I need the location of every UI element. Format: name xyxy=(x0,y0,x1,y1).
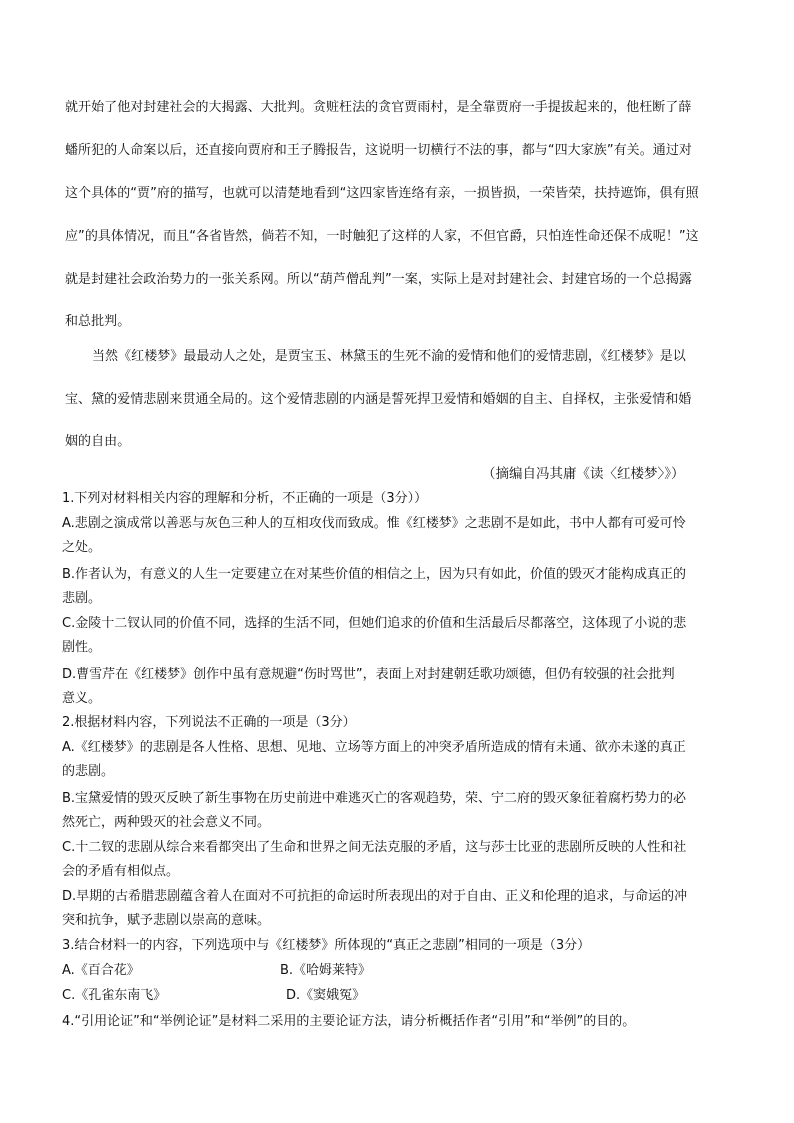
option-d: D.曹雪芹在《红楼梦》创作中虽有意规避“伤时骂世”，表面上对封建朝廷歌功颂德，但仍有较强的社会批判 xyxy=(62,667,675,682)
option-a: A.《百合花》 xyxy=(62,963,140,978)
option-b: B.作者认为，有意义的人生一定要建立在对某些价值的相信之上，因为只有如此，价值的毁灭才能构成真正的 xyxy=(62,567,687,582)
option-d: D.早期的古希腊悲剧蕴含着人在面对不可抗拒的命运时所表现出的对于自由、正义和伦理的追求，与命运的冲 xyxy=(62,889,688,904)
option-c: C.《孔雀东南飞》 xyxy=(62,988,167,1003)
question-stem: 3.结合材料一的内容，下列选项中与《红楼梦》所体现的“真正之悲剧”相同的一项是（3分） xyxy=(62,938,591,953)
passage-line: 蟠所犯的人命案以后，还直接向贾府和王子腾报告，这说明一切横行不法的事，都与“四大家族”有关。通过对 xyxy=(65,143,692,158)
option-b: B.宝黛爱情的毁灭反映了新生事物在历史前进中难逃灭亡的客观趋势，荣、宁二府的毁灭象征着腐朽势力的必 xyxy=(62,791,687,806)
option-c-cont: 剧性。 xyxy=(62,640,102,655)
option-c: C.金陵十二钗认同的价值不同，选择的生活不同，但她们追求的价值和生活最后尽都落空，这体现了小说的悲 xyxy=(62,616,687,631)
passage-source: （摘编自冯其庸《读〈红楼梦〉》） xyxy=(482,466,685,482)
passage-line: 就开始了他对封建社会的大揭露、大批判。贪赃枉法的贪官贾雨村，是全靠贾府一手提拔起来的，他枉断了薛 xyxy=(65,100,692,115)
question-stem: 4.“引用论证”和“举例论证”是材料二采用的主要论证方法，请分析概括作者“引用”和“举例”的目的。 xyxy=(62,1014,636,1029)
passage-line: 宝、黛的爱情悲剧来贯通全局的。这个爱情悲剧的内涵是誓死捍卫爱情和婚姻的自主、自择权，主张爱情和婚 xyxy=(65,392,692,407)
passage-line: 应”的具体情况，而且“各省皆然，倘若不知，一时触犯了这样的人家，不但官爵，只怕连性命还保不成呢！”这 xyxy=(65,229,699,244)
passage-line: 就是封建社会政治势力的一张关系网。所以“葫芦僧乱判”一案，实际上是对封建社会、封建官场的一个总揭露 xyxy=(65,272,692,287)
passage-line: 姻的自由。 xyxy=(65,434,131,449)
option-b-cont: 然死亡，两种毁灭的社会意义不同。 xyxy=(62,815,271,830)
option-a-cont: 之处。 xyxy=(62,540,102,555)
option-a-cont: 的悲剧。 xyxy=(62,764,115,779)
option-d-cont: 意义。 xyxy=(62,691,102,706)
question-stem: 1.下列对材料相关内容的理解和分析，不正确的一项是（3分）） xyxy=(62,491,428,506)
option-b-cont: 悲剧。 xyxy=(62,591,102,606)
passage-line: 这个具体的“贾”府的描写，也就可以清楚地看到“这四家皆连络有亲，一损皆损，一荣皆荣，扶持遮饰，俱有照 xyxy=(65,186,699,201)
option-c: C.十二钗的悲剧从综合来看都突出了生命和世界之间无法克服的矛盾，这与莎士比亚的悲剧所反映的人性和社 xyxy=(62,840,687,855)
option-d: D.《窦娥冤》 xyxy=(286,988,366,1003)
option-b: B.《哈姆莱特》 xyxy=(280,963,372,978)
option-a: A.悲剧之演成常以善恶与灰色三种人的互相攻伐而致成。惟《红楼梦》之悲剧不是如此，书中人都有可爱可怜 xyxy=(62,516,686,531)
question-stem: 2.根据材料内容，下列说法不正确的一项是（3分） xyxy=(62,715,356,730)
option-a: A.《红楼梦》的悲剧是各人性格、思想、见地、立场等方面上的冲突矛盾所造成的情有未通、欲亦未遂的真正 xyxy=(62,740,686,755)
option-c-cont: 会的矛盾有相似点。 xyxy=(62,864,180,879)
passage-line: 和总批判。 xyxy=(65,314,131,329)
option-d-cont: 突和抗争，赋予悲剧以崇高的意味。 xyxy=(62,913,271,928)
passage-line: 当然《红楼梦》最最动人之处，是贾宝玉、林黛玉的生死不渝的爱情和他们的爱情悲剧，《红楼梦》是以 xyxy=(92,349,686,364)
